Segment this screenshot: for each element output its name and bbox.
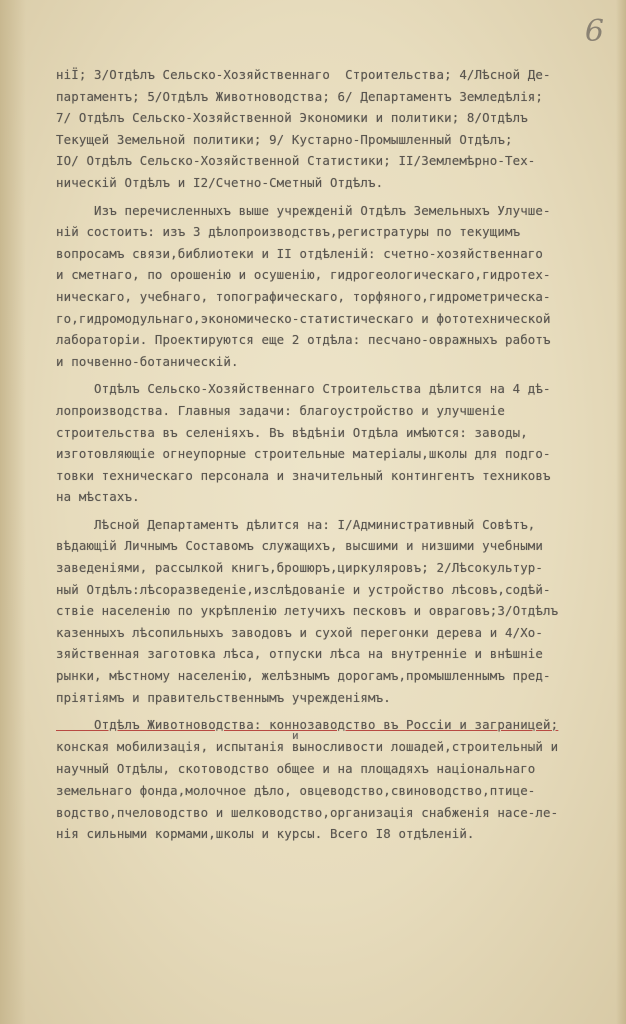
text-line: пріятіямъ и правительственнымъ учрежденіямъ. — [56, 689, 391, 705]
text-line: IO/ Отдѣлъ Сельско-Хозяйственной Статистики; II/Землемѣрно-Тех- — [56, 153, 536, 169]
text-line: земельнаго фонда,молочное дѣло, овцеводство,свиноводство,птице- — [56, 783, 536, 798]
paragraph-agricultural-construction — [56, 378, 608, 508]
text-line: и почвенно-ботаническій. — [56, 353, 239, 369]
text-line: партаментъ; 5/Отдѣлъ Животноводства; 6/ Департаментъ Земледѣлія; — [56, 88, 544, 104]
page-right-edge — [616, 0, 626, 1024]
text-line: ніЇ; 3/Отдѣлъ Сельско-Хозяйственнаго Строительства; 4/Лѣсной Де- — [56, 67, 551, 82]
text-line: товки техническаго персонала и значительный контингентъ техниковъ — [56, 467, 551, 483]
text-line: ствіе населенію по укрѣпленію летучихъ песковъ и овраговъ;3/Отдѣлъ — [56, 603, 559, 619]
text-line: ническій Отдѣлъ и I2/Счетно-Сметный Отдѣлъ. — [56, 174, 384, 190]
text-line: лабораторіи. Проектируются еще 2 отдѣла: песчано-овражныхъ работъ — [56, 332, 551, 348]
page-left-edge — [0, 0, 26, 1024]
text-line: ній состоитъ: изъ 3 дѣлопроизводствъ,регистратуры по текущимъ — [56, 224, 521, 240]
text-line: Отдѣлъ Сельско-Хозяйственнаго Строительства дѣлится на 4 дѣ- — [56, 381, 551, 397]
paragraph-livestock — [56, 714, 608, 845]
text-line: го,гидромодульнаго,экономическо-статистическаго и фототехнической — [56, 310, 551, 326]
handwritten-page-number: 6 — [584, 14, 604, 49]
text-line: и сметнаго, по орошенію и осушенію, гидрогеологическаго,гидротех- — [56, 267, 551, 283]
text-line: на мѣстахъ. — [56, 489, 140, 505]
text-line: зяйственная заготовка лѣса, отпуски лѣса на внутренніе и внѣшніе — [56, 646, 544, 662]
text-line: Изъ перечисленныхъ выше учрежденій Отдѣлъ Земельныхъ Улучше- — [56, 202, 551, 218]
text-line: казенныхъ лѣсопильныхъ заводовъ и сухой перегонки дерева и 4/Хо- — [56, 624, 544, 640]
text-line: вѣдающій Личнымъ Составомъ служащихъ, высшими и низшими учебными — [56, 538, 544, 554]
text-line: конская мобилизація, испытанія выносливости лошадей,строительный и — [56, 738, 559, 754]
text-line: лопроизводства. Главныя задачи: благоустройство и улучшеніе — [56, 402, 505, 418]
text-line: Лѣсной Департаментъ дѣлится на: I/Административный Совѣтъ, — [56, 516, 536, 532]
text-line: Отдѣлъ Животноводства: коннозаводство въ Россіи и заграницей; — [56, 717, 559, 733]
text-line-with-insert: иконская мобилизація, испытанія выносливости лошадей,строительный и — [56, 728, 559, 754]
text-line: заведеніями, рассылкой книгъ,брошюръ,циркуляровъ; 2/Лѣсокультур- — [56, 560, 544, 576]
text-line: изготовляющіе огнеупорные строительные матеріалы,школы для подго- — [56, 446, 551, 462]
text-line: Текущей Земельной политики; 9/ Кустарно-Промышленный Отдѣлъ; — [56, 131, 513, 147]
paragraph-departments-list — [56, 64, 608, 194]
text-line: ный Отдѣлъ:лѣсоразведеніе,изслѣдованіе и устройство лѣсовъ,содѣй- — [56, 581, 551, 597]
typewritten-body — [56, 64, 608, 851]
text-line: ническаго, учебнаго, топографическаго, торфяного,гидрометрическа- — [56, 288, 551, 304]
text-line: вопросамъ связи,библиотеки и II отдѣленій: счетно-хозяйственнаго — [56, 245, 544, 261]
text-line: научный Отдѣлы, скотоводство общее и на площадяхъ національнаго — [56, 761, 536, 777]
paragraph-land-improvement — [56, 200, 608, 373]
text-line: нія сильными кормами,школы и курсы. Всего I8 отдѣленій. — [56, 826, 475, 842]
text-line: 7/ Отдѣлъ Сельско-Хозяйственной Экономики и политики; 8/Отдѣлъ — [56, 110, 528, 126]
text-line: водство,пчеловодство и шелководство,организація снабженія насе-ле- — [56, 804, 559, 820]
text-line: строительства въ селеніяхъ. Въ вѣдѣніи Отдѣла имѣются: заводы, — [56, 424, 528, 440]
text-line: рынки, мѣстному населенію, желѣзнымъ дорогамъ,промышленнымъ пред- — [56, 668, 551, 684]
paragraph-forest-department — [56, 514, 608, 708]
